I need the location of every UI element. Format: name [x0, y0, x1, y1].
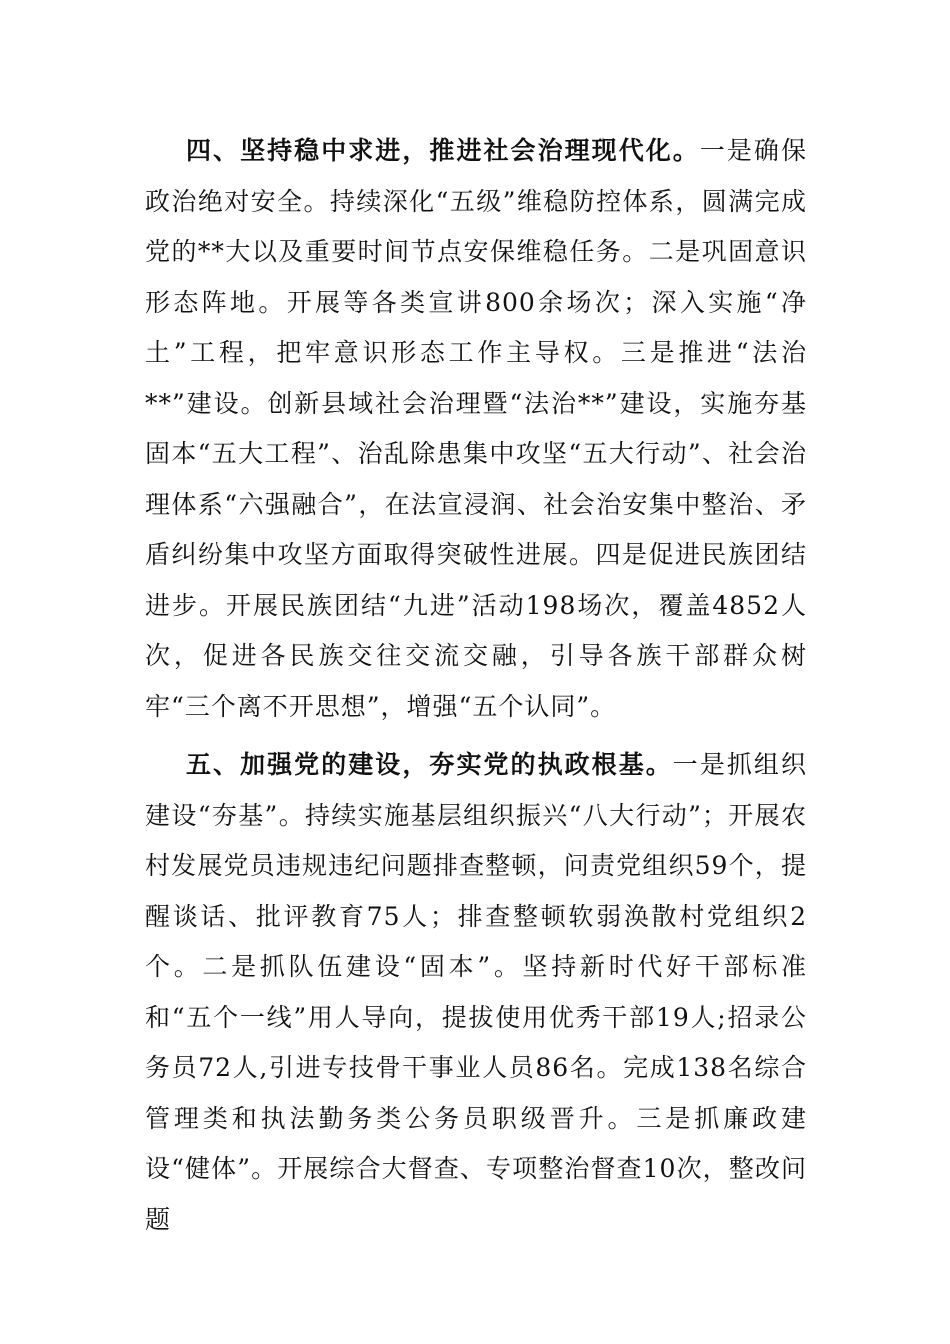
paragraph-text: 一是确保政治绝对安全。持续深化“五级”维稳防控体系，圆满完成党的**大以及重要时间节点安保维稳任务。二是巩固意识形态阵地。开展等各类宣讲800余场次；深入实施“净土”工程，把牢意识形态工作主导权。三是推进“法治**”建设。创新县域社会治理暨“法治**”建设，实施夯基固本“五大工程”、治乱除患集中攻坚“五大行动”、社会治理体系“六强融合”，在法宣浸润、社会治安集中整治、矛盾纠纷集中攻坚方面取得突破性进展。四是促进民族团结进步。开展民族团结“九进”活动198场次，覆盖4852人次，促进各民族交往交流交融，引导各族干部群众树牢“三个离不开思想”，增强“五个认同”。 [145, 136, 807, 721]
document-body [145, 126, 807, 1245]
paragraph-heading: 五、加强党的建设，夯实党的执政根基。 [186, 750, 673, 779]
paragraph-text: 一是抓组织建设“夯基”。持续实施基层组织振兴“八大行动”；开展农村发展党员违规违纪问题排查整顿，问责党组织59个，提醒谈话、批评教育75人；排查整顿软弱涣散村党组织2个。二是抓队伍建设“固本”。坚持新时代好干部标准和“五个一线”用人导向，提拔使用优秀干部19人;招录公务员72人,引进专技骨干事业人员86名。完成138名综合管理类和执法勤务类公务员职级晋升。三是抓廉政建设“健体”。开展综合大督查、专项整治督查10次，整改问题 [145, 750, 807, 1234]
paragraph-party-building [145, 740, 807, 1245]
paragraph-heading: 四、坚持稳中求进，推进社会治理现代化。 [186, 136, 700, 165]
paragraph-social-governance [145, 126, 807, 732]
